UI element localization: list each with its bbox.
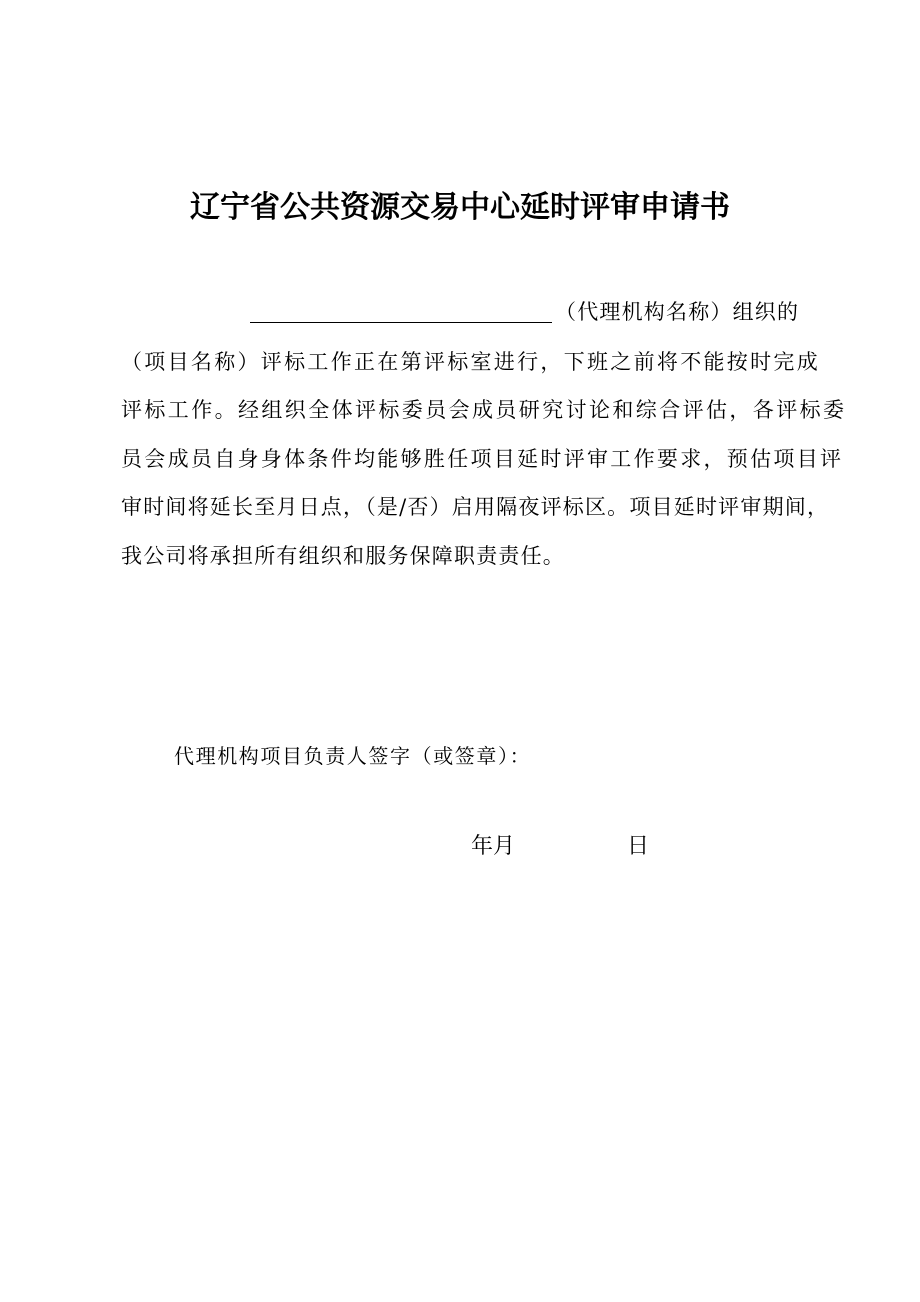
- agency-name-blank-line: [250, 322, 552, 323]
- body-line-3: 评标工作。经组织全体评标委员会成员研究讨论和综合评估，各评标委: [121, 398, 847, 422]
- body-line-1: （代理机构名称）组织的: [555, 300, 800, 324]
- body-line-2: （项目名称）评标工作正在第评标室进行，下班之前将不能按时完成: [121, 350, 820, 374]
- body-line-5: 审时间将延长至月日点，（是/否）启用隔夜评标区。项目延时评审期间，: [121, 495, 830, 519]
- body-line-6: 我公司将承担所有组织和服务保障职责责任。: [121, 544, 565, 568]
- body-line-4: 员会成员自身身体条件均能够胜任项目延时评审工作要求，预估项目评: [121, 447, 844, 471]
- document-title: 辽宁省公共资源交易中心延时评审申请书: [190, 190, 730, 225]
- signature-label: 代理机构项目负责人签字（或签章）：: [174, 744, 532, 768]
- date-year-month: 年月: [471, 834, 516, 859]
- date-day: 日: [627, 834, 650, 859]
